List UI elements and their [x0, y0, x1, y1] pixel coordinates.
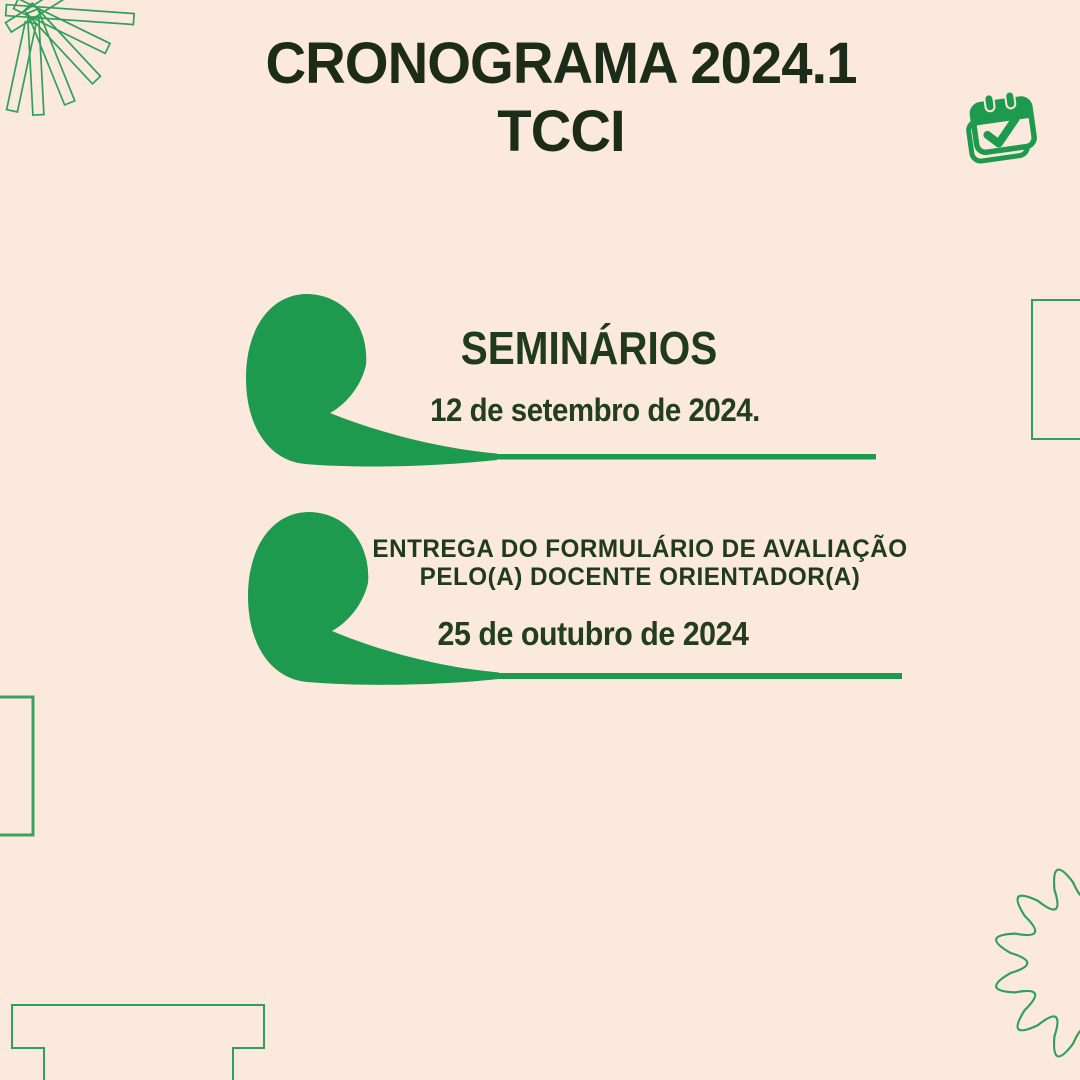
pedestal-outline-decoration	[0, 1000, 280, 1080]
section2-heading-line2: PELO(A) DOCENTE ORIENTADOR(A)	[419, 563, 861, 591]
rectangle-outline-decoration	[0, 695, 40, 839]
poster-title-line2: TCCI	[497, 99, 625, 164]
poster-title-line1: CRONOGRAMA 2024.1	[265, 31, 857, 96]
quote-mark-shape-1	[245, 293, 885, 473]
section1-date: 12 de setembro de 2024.	[430, 392, 760, 428]
starburst-lines-decoration	[0, 0, 230, 230]
square-outline-decoration	[1031, 299, 1080, 441]
calendar-check-icon	[958, 88, 1044, 174]
section2-date: 25 de outubro de 2024	[437, 615, 749, 652]
spiky-sun-outline-decoration	[988, 858, 1080, 1068]
section-underline-1	[445, 454, 876, 460]
section1-heading: SEMINÁRIOS	[460, 322, 718, 374]
section-underline-2	[447, 673, 902, 679]
section2-heading-line1: ENTREGA DO FORMULÁRIO DE AVALIAÇÃO	[372, 535, 908, 563]
